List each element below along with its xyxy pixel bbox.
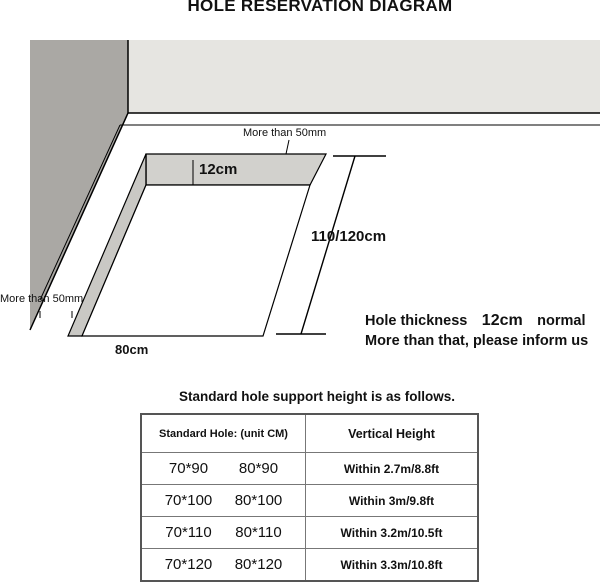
width-label: 80cm [115,342,149,357]
height-cell: Within 3.3m/10.8ft [306,549,479,582]
table-row [141,453,478,485]
size-b: 80*120 [234,555,283,573]
size-a: 70*100 [164,491,213,509]
hole-opening [82,185,310,336]
length-label: 110/120cm [311,228,387,245]
top-gap-label: More than 50mm [243,127,327,139]
back-wall [128,40,600,113]
header-standard-hole: Standard Hole: (unit CM) [141,414,306,453]
thickness-note-prefix: Hole thickness [365,313,468,329]
inform-note: More than that, please inform us [365,333,589,349]
thickness-label: 12cm [199,161,238,178]
size-b: 80*90 [238,459,279,477]
height-cell: Within 3.2m/10.5ft [306,517,479,549]
size-a: 70*90 [168,459,209,477]
size-a: 70*110 [165,523,212,541]
size-a: 70*120 [164,555,213,573]
table-header-row [141,414,478,453]
hole-size-cell [141,517,306,549]
header-vertical-height: Vertical Height [306,414,479,453]
thickness-note-suffix: normal [537,313,586,329]
page-title: HOLE RESERVATION DIAGRAM [187,0,453,15]
hole-size-cell [141,453,306,485]
table-title: Standard hole support height is as follows. [178,389,456,404]
table-row [141,485,478,517]
height-cell: Within 3m/9.8ft [306,485,479,517]
table-row [141,517,478,549]
hole-support-table [140,413,479,582]
side-gap-label: More than 50mm [0,293,84,305]
hole-size-cell [141,485,306,517]
hole-size-cell [141,549,306,582]
table-row [141,549,478,582]
thickness-note-value: 12cm [481,312,523,329]
thickness-note [365,312,586,330]
size-b: 80*110 [235,523,282,541]
height-cell: Within 2.7m/8.8ft [306,453,479,485]
size-b: 80*100 [234,491,283,509]
